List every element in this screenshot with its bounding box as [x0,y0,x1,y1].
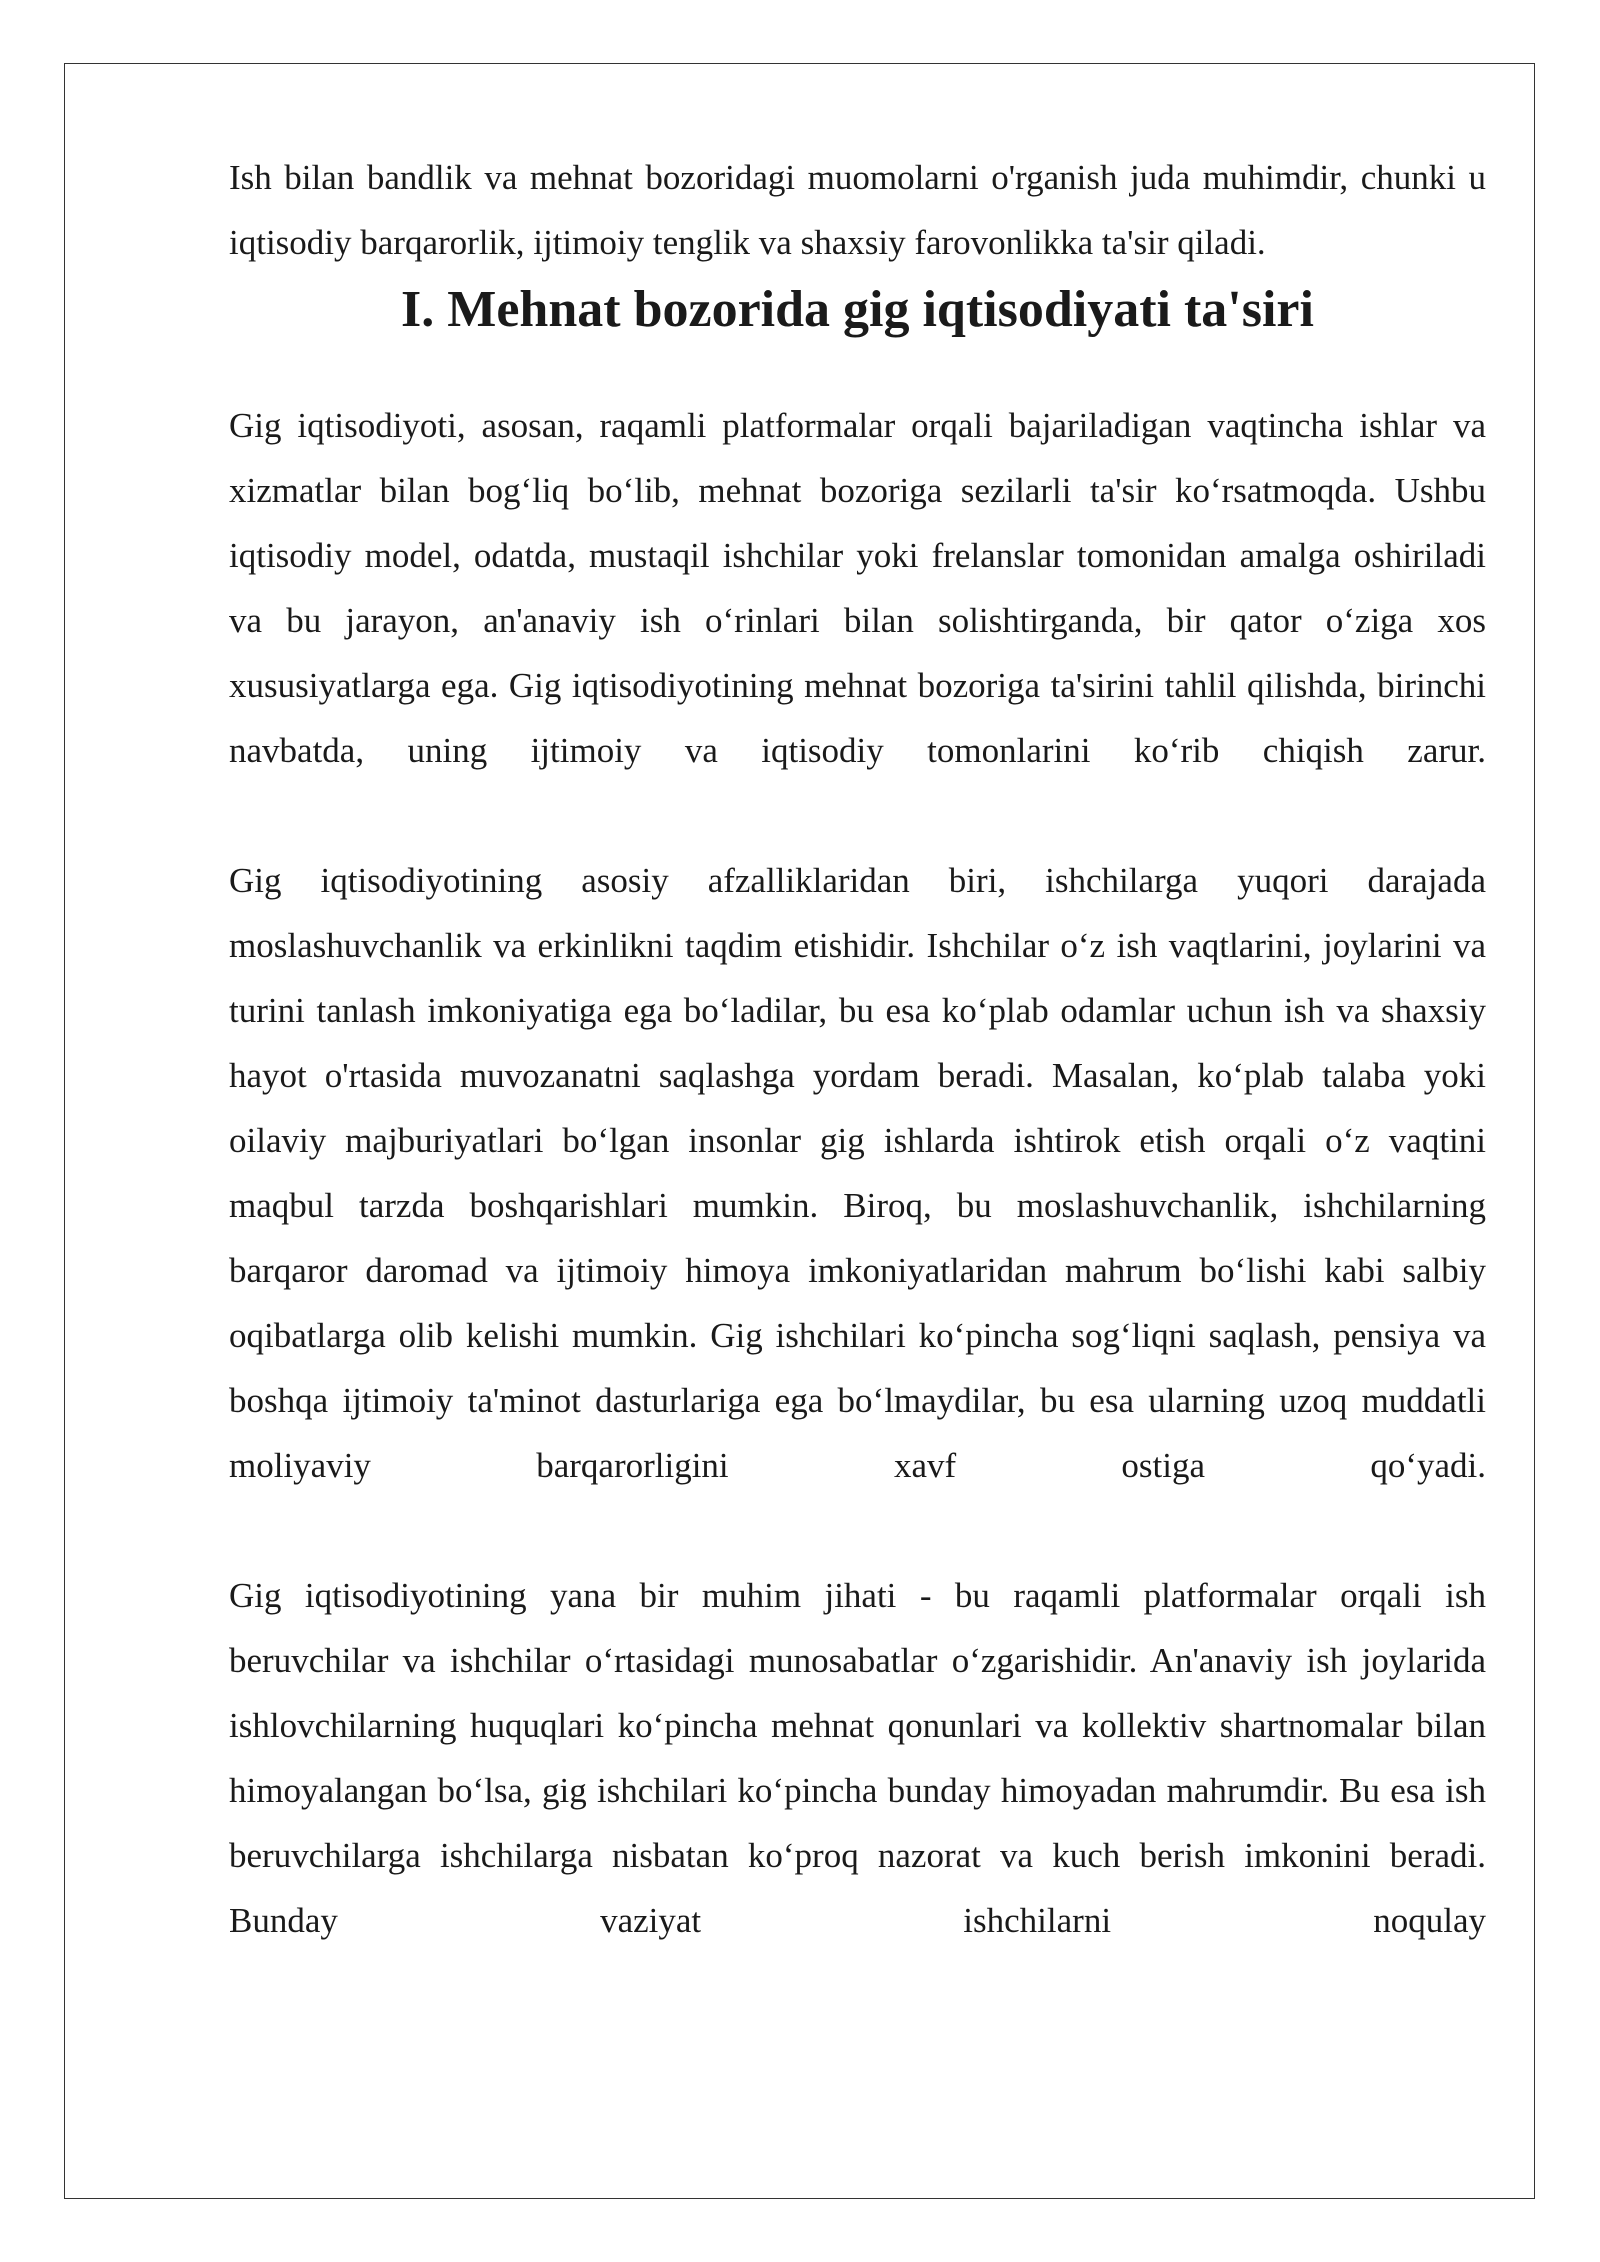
section-title: I. Mehnat bozorida gig iqtisodiyati ta'siri [401,281,1314,338]
document-body [229,145,1486,1953]
body-paragraph-2: Gig iqtisodiyotining asosiy afzalliklaridan biri, ishchilarga yuqori darajada moslashuvchanlik va erkinlikni taqdim etishidir. Ishchilar o‘z ish vaqtlarini, joylarini va turini tanlash imkoniyatiga ega bo‘ladilar, bu esa ko‘plab odamlar uchun ish va shaxsiy hayot o'rtasida muvozanatni saqlashga yordam beradi. Masalan, ko‘plab talaba yoki oilaviy majburiyatlari bo‘lgan insonlar gig ishlarda ishtirok etish orqali o‘z vaqtini maqbul tarzda boshqarishlari mumkin. Biroq, bu moslashuvchanlik, ishchilarning barqaror daromad va ijtimoiy himoya imkoniyatlaridan mahrum bo‘lishi kabi salbiy oqibatlarga olib kelishi mumkin. Gig ishchilari ko‘pincha sog‘liqni saqlash, pensiya va boshqa ijtimoiy ta'minot dasturlariga ega bo‘lmaydilar, bu esa ularning uzoq muddatli moliyaviy barqarorligini xavf ostiga qo‘yadi. [229,861,1486,1485]
body-paragraph-1: Gig iqtisodiyoti, asosan, raqamli platformalar orqali bajariladigan vaqtincha ishlar va xizmatlar bilan bog‘liq bo‘lib, mehnat bozoriga sezilarli ta'sir ko‘rsatmoqda. Ushbu iqtisodiy model, odatda, mustaqil ishchilar yoki frelanslar tomonidan amalga oshiriladi va bu jarayon, an'anaviy ish o‘rinlari bilan solishtirganda, bir qator o‘ziga xos xususiyatlarga ega. Gig iqtisodiyotining mehnat bozoriga ta'sirini tahlil qilishda, birinchi navbatda, uning ijtimoiy va iqtisodiy tomonlarini ko‘rib chiqish zarur. [229,406,1486,770]
intro-paragraph: Ish bilan bandlik va mehnat bozoridagi muomolarni o'rganish juda muhimdir, chunki u iqtisodiy barqarorlik, ijtimoiy tenglik va shaxsiy farovonlikka ta'sir qiladi. [229,158,1486,262]
body-paragraph-3: Gig iqtisodiyotining yana bir muhim jihati - bu raqamli platformalar orqali ish beruvchilar va ishchilar o‘rtasidagi munosabatlar o‘zgarishidir. An'anaviy ish joylarida ishlovchilarning huquqlari ko‘pincha mehnat qonunlari va kollektiv shartnomalar bilan himoyalangan bo‘lsa, gig ishchilari ko‘pincha bunday himoyadan mahrumdir. Bu esa ish beruvchilarga ishchilarga nisbatan ko‘proq nazorat va kuch berish imkonini beradi. Bunday vaziyat ishchilarni noqulay [229,1576,1486,1940]
section-heading-wrap [229,275,1486,345]
